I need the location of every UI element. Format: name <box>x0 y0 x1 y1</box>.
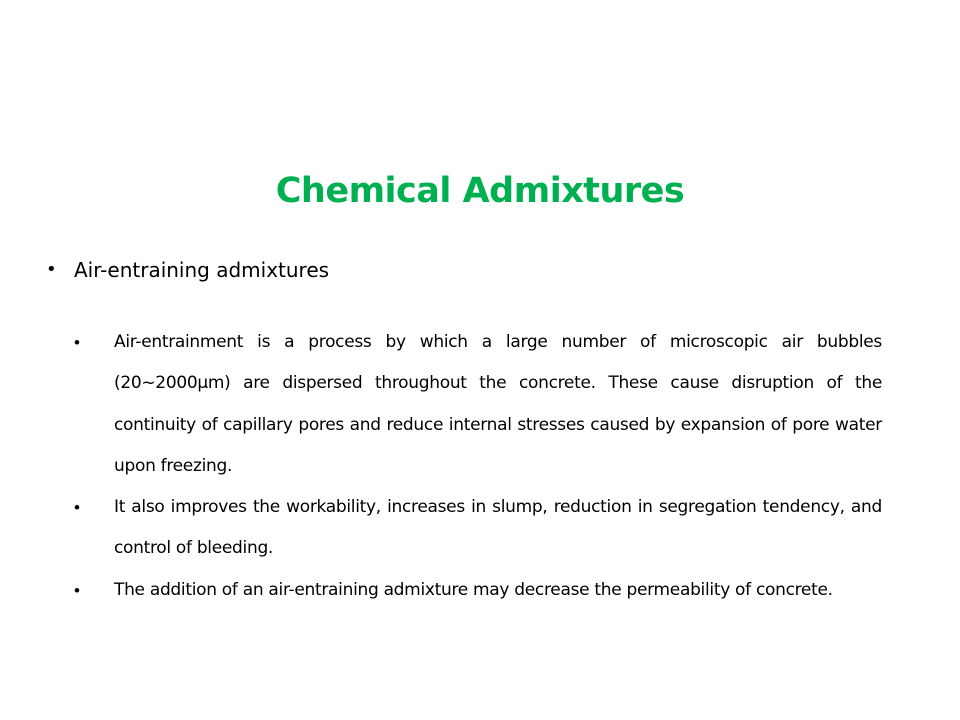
sub-bullet-item <box>74 322 882 487</box>
sub-bullet-marker: • <box>74 580 80 600</box>
sub-bullet-list <box>74 322 882 611</box>
sub-bullet-marker: • <box>74 498 80 518</box>
bullet-marker: • <box>46 259 57 280</box>
bullet-air-entraining <box>46 256 906 284</box>
bullet-text: Air-entraining admixtures <box>74 258 330 282</box>
sub-bullet-text: The addition of an air-entraining admixture may decrease the permeability of concrete. <box>114 579 833 600</box>
slide-title: Chemical Admixtures <box>275 171 685 211</box>
sub-bullet-text: Air-entrainment is a process by which a large number of microscopic air bubbles (20~2000µm) are dispersed throughout the concrete. These cause disruption of the continuity of capillary pores and reduce internal stresses caused by expansion of pore water upon freezing. <box>114 332 882 476</box>
sub-bullet-text: It also improves the workability, increases in slump, reduction in segregation tendency, and control of bleeding. <box>114 497 882 559</box>
sub-bullet-item <box>74 570 882 611</box>
sub-bullet-item <box>74 487 882 570</box>
sub-bullet-marker: • <box>74 333 80 352</box>
